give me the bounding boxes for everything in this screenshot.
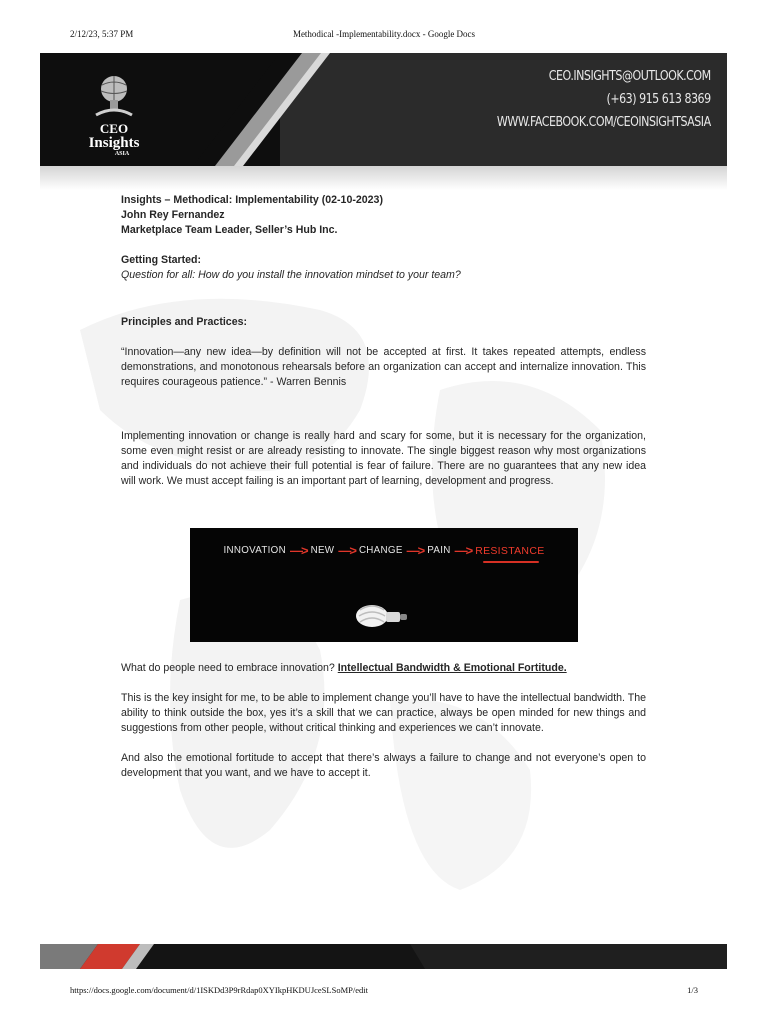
banner-shadow [40,166,727,190]
contact-phone: (+63) 915 613 8369 [606,91,711,107]
print-datetime: 2/12/23, 5:37 PM [70,29,134,39]
arrow-right-icon: —> [406,543,424,558]
doc-title-line: Insights – Methodical: Implementability (02-10-2023) [121,194,383,206]
contact-facebook[interactable]: WWW.FACEBOOK.COM/CEOINSIGHTSASIA [497,114,711,130]
doc-url[interactable]: https://docs.google.com/document/d/1ISKDd3P9rRdap0XYIkpHKDUJceSLSoMP/edit [70,985,368,995]
flow-step-resistance: RESISTANCE [475,544,545,557]
contact-info [497,65,711,134]
logo-line2: Insights [88,135,140,151]
logo-line3: ASIA [114,151,130,157]
flow-step-new: NEW [310,545,335,556]
flow-step-pain: PAIN [427,545,451,556]
contact-email[interactable]: CEO.INSIGHTS@OUTLOOK.COM [549,68,711,84]
letterhead-footer-band [40,944,727,969]
flow-step-change: CHANGE [358,545,403,556]
embrace-answer: Intellectual Bandwidth & Emotional Fortitude. [337,662,567,674]
getting-started-heading: Getting Started: [121,254,202,266]
flow-step-innovation: INNOVATION [223,545,286,556]
paragraph-fear-of-failure: Implementing innovation or change is really hard and scary for some, but it is necessary for the organization, some even might resist or are already resisting to innovate. The single biggest reason why most organizations and individuals do not achieve their full potential is fear of failure. There are no guarantees that any new idea will work. We must accept failing is an important part of learning, development and progress. [121,430,646,487]
question-text: Question for all: How do you install the innovation mindset to your team? [121,269,461,281]
innovation-flow-image [190,528,578,642]
light-bulb-icon [350,598,414,638]
author-role: Marketplace Team Leader, Seller’s Hub Inc. [121,224,338,236]
principles-heading: Principles and Practices: [121,316,248,328]
document-body [121,193,646,781]
author-name: John Rey Fernandez [121,209,225,221]
footer-stripes [40,944,727,969]
quote-paragraph: “Innovation—any new idea—by definition will not be accepted at first. It takes repeated attempts, endless demonstrations, and monotonous rehearsals before an organization can accept and internalize innovation. This requires courageous patience.” - Warren Bennis [121,346,646,388]
arrow-right-icon: —> [289,543,307,558]
arrow-right-icon: —> [338,543,355,558]
page-number: 1/3 [687,985,698,995]
print-doc-title: Methodical -Implementability.docx - Google Docs [292,29,476,39]
embrace-line [121,661,646,676]
innovation-flow [190,543,578,558]
embrace-question: What do people need to embrace innovation? [121,662,338,674]
ceo-insights-logo [78,65,150,157]
logo-line1: CEO [99,121,129,136]
globe-icon [78,65,150,123]
arrow-right-icon: —> [454,543,472,558]
paragraph-intellectual-bandwidth: This is the key insight for me, to be able to implement change you’ll have to have the intellectual bandwidth. The ability to think outside the box, yes it’s a skill that we can practice, always be open minded for new things and suggestions from other people, without critical thinking and experiences we can’t innovate. [121,692,646,734]
letterhead-banner [40,53,727,166]
paragraph-emotional-fortitude: And also the emotional fortitude to accept that there’s always a failure to change and not everyone’s open to development that you want, and we have to accept it. [121,752,646,779]
